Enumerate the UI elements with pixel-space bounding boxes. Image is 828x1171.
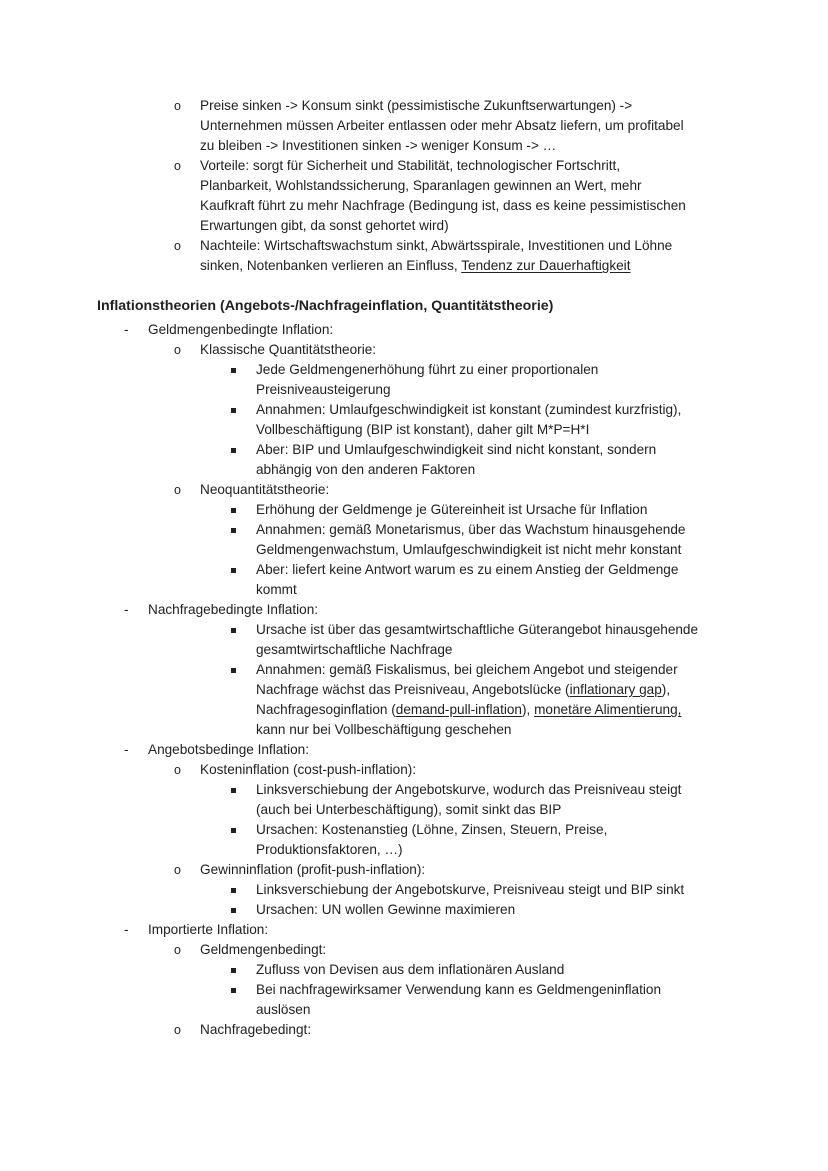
list-line — [0, 980, 828, 1000]
text-segment: Gewinninflation (profit-push-inflation): — [200, 862, 426, 877]
list-line — [0, 900, 828, 920]
list-line — [0, 360, 828, 380]
list-line — [0, 460, 828, 480]
list-line — [0, 680, 828, 700]
text-segment: monetäre Alimentierung, — [534, 702, 682, 717]
list-line — [0, 340, 828, 360]
circle-bullet-icon: o — [174, 343, 181, 357]
text-segment: Kaufkraft führt zu mehr Nachfrage (Bedingung ist, dass es keine pessimistischen — [200, 198, 686, 213]
list-line — [0, 500, 828, 520]
list-line — [0, 176, 828, 196]
list-line — [0, 860, 828, 880]
dash-bullet-icon: - — [124, 742, 129, 757]
text-segment: Planbarkeit, Wohlstandssicherung, Sparanlagen gewinnen an Wert, mehr — [200, 178, 642, 193]
text-segment: Produktionsfaktoren, …) — [256, 842, 403, 857]
circle-bullet-icon: o — [174, 159, 181, 173]
list-line — [0, 236, 828, 256]
list-line — [0, 116, 828, 136]
text-segment: sinken, Notenbanken verlieren an Einfluss, — [200, 258, 462, 273]
list-line — [0, 156, 828, 176]
list-line — [0, 880, 828, 900]
section-heading — [0, 296, 828, 316]
list-line — [0, 660, 828, 680]
text-segment: Linksverschiebung der Angebotskurve, wodurch das Preisniveau steigt — [256, 782, 682, 797]
square-bullet-icon — [231, 448, 236, 453]
text-segment: Bei nachfragewirksamer Verwendung kann es Geldmengeninflation — [256, 982, 662, 997]
square-bullet-icon — [231, 668, 236, 673]
circle-bullet-icon: o — [174, 763, 181, 777]
text-segment: Linksverschiebung der Angebotskurve, Preisniveau steigt und BIP sinkt — [256, 882, 685, 897]
text-segment: kann nur bei Vollbeschäftigung geschehen — [256, 722, 512, 737]
circle-bullet-icon: o — [174, 99, 181, 113]
text-segment: Importierte Inflation: — [148, 922, 269, 937]
text-segment: Preisniveausteigerung — [256, 382, 391, 397]
list-line — [0, 420, 828, 440]
list-line — [0, 560, 828, 580]
square-bullet-icon — [231, 828, 236, 833]
text-segment: Ursachen: UN wollen Gewinne maximieren — [256, 902, 516, 917]
text-segment: Nachteile: Wirtschaftswachstum sinkt, Abwärtsspirale, Investitionen und Löhne — [200, 238, 673, 253]
square-bullet-icon — [231, 788, 236, 793]
dash-bullet-icon: - — [124, 922, 129, 937]
list-line — [0, 760, 828, 780]
list-line — [0, 136, 828, 156]
text-segment: demand-pull-inflation — [395, 702, 522, 717]
list-line — [0, 960, 828, 980]
list-line — [0, 940, 828, 960]
circle-bullet-icon: o — [174, 863, 181, 877]
list-line — [0, 480, 828, 500]
square-bullet-icon — [231, 968, 236, 973]
list-line — [0, 640, 828, 660]
text-segment: Unternehmen müssen Arbeiter entlassen oder mehr Absatz liefern, um profitabel — [200, 118, 684, 133]
text-segment: Annahmen: gemäß Fiskalismus, bei gleichem Angebot und steigender — [256, 662, 678, 677]
list-line — [0, 380, 828, 400]
document-page — [0, 96, 828, 1040]
text-segment: Geldmengenwachstum, Umlaufgeschwindigkeit ist nicht mehr konstant — [256, 542, 682, 557]
circle-bullet-icon: o — [174, 943, 181, 957]
text-segment: Zufluss von Devisen aus dem inflationären Ausland — [256, 962, 565, 977]
text-segment: gesamtwirtschaftliche Nachfrage — [256, 642, 453, 657]
text-segment: Nachfrage wächst das Preisniveau, Angebotslücke ( — [256, 682, 570, 697]
text-segment: Kosteninflation (cost-push-inflation): — [200, 762, 417, 777]
text-segment: Ursachen: Kostenanstieg (Löhne, Zinsen, Steuern, Preise, — [256, 822, 608, 837]
text-segment: Geldmengenbedingte Inflation: — [148, 322, 334, 337]
text-segment: Erwartungen gibt, da sonst gehortet wird) — [200, 218, 449, 233]
list-line — [0, 800, 828, 820]
list-line — [0, 720, 828, 740]
text-segment: Annahmen: Umlaufgeschwindigkeit ist konstant (zumindest kurzfristig), — [256, 402, 682, 417]
list-line — [0, 840, 828, 860]
list-line — [0, 440, 828, 460]
list-line — [0, 600, 828, 620]
text-segment: Ursache ist über das gesamtwirtschaftliche Güterangebot hinausgehende — [256, 622, 699, 637]
square-bullet-icon — [231, 888, 236, 893]
list-line — [0, 520, 828, 540]
list-line — [0, 540, 828, 560]
circle-bullet-icon: o — [174, 1023, 181, 1037]
text-segment: Angebotsbedinge Inflation: — [148, 742, 309, 757]
list-line — [0, 620, 828, 640]
list-line — [0, 920, 828, 940]
text-segment: zu bleiben -> Investitionen sinken -> weniger Konsum -> … — [200, 138, 557, 153]
text-segment: Vollbeschäftigung (BIP ist konstant), daher gilt M*P=H*I — [256, 422, 590, 437]
text-segment: abhängig von den anderen Faktoren — [256, 462, 476, 477]
list-line — [0, 700, 828, 720]
circle-bullet-icon: o — [174, 483, 181, 497]
text-segment: Preise sinken -> Konsum sinkt (pessimistische Zukunftserwartungen) -> — [200, 98, 633, 113]
list-line — [0, 400, 828, 420]
text-segment: Nachfragebedingt: — [200, 1022, 312, 1037]
text-segment: Tendenz zur Dauerhaftigkeit — [461, 258, 631, 273]
square-bullet-icon — [231, 988, 236, 993]
list-line — [0, 96, 828, 116]
list-line — [0, 820, 828, 840]
list-line — [0, 780, 828, 800]
dash-bullet-icon: - — [124, 602, 129, 617]
text-segment: Vorteile: sorgt für Sicherheit und Stabilität, technologischer Fortschritt, — [200, 158, 621, 173]
square-bullet-icon — [231, 368, 236, 373]
text-segment: Nachfragebedingte Inflation: — [148, 602, 319, 617]
square-bullet-icon — [231, 408, 236, 413]
text-segment: Geldmengenbedingt: — [200, 942, 327, 957]
text-segment: ), — [522, 702, 535, 717]
list-line — [0, 256, 828, 276]
text-segment: kommt — [256, 582, 297, 597]
square-bullet-icon — [231, 568, 236, 573]
text-segment: Neoquantitätstheorie: — [200, 482, 330, 497]
list-line — [0, 1000, 828, 1020]
list-line — [0, 740, 828, 760]
text-segment: auslösen — [256, 1002, 311, 1017]
text-segment: Erhöhung der Geldmenge je Gütereinheit ist Ursache für Inflation — [256, 502, 648, 517]
list-line — [0, 196, 828, 216]
square-bullet-icon — [231, 508, 236, 513]
list-line — [0, 320, 828, 340]
list-line — [0, 216, 828, 236]
text-segment: Annahmen: gemäß Monetarismus, über das Wachstum hinausgehende — [256, 522, 686, 537]
square-bullet-icon — [231, 628, 236, 633]
square-bullet-icon — [231, 908, 236, 913]
circle-bullet-icon: o — [174, 239, 181, 253]
text-segment: Aber: liefert keine Antwort warum es zu einem Anstieg der Geldmenge — [256, 562, 679, 577]
text-segment: inflationary gap — [569, 682, 662, 697]
text-segment: Klassische Quantitätstheorie: — [200, 342, 377, 357]
square-bullet-icon — [231, 528, 236, 533]
text-segment: ), — [661, 682, 671, 697]
text-segment: Inflationstheorien (Angebots-/Nachfrageinflation, Quantitätstheorie) — [97, 298, 554, 314]
text-segment: Nachfragesoginflation ( — [256, 702, 396, 717]
list-line — [0, 580, 828, 600]
dash-bullet-icon: - — [124, 322, 129, 337]
list-line — [0, 1020, 828, 1040]
text-segment: (auch bei Unterbeschäftigung), somit sinkt das BIP — [256, 802, 562, 817]
text-segment: Aber: BIP und Umlaufgeschwindigkeit sind nicht konstant, sondern — [256, 442, 657, 457]
text-segment: Jede Geldmengenerhöhung führt zu einer proportionalen — [256, 362, 599, 377]
